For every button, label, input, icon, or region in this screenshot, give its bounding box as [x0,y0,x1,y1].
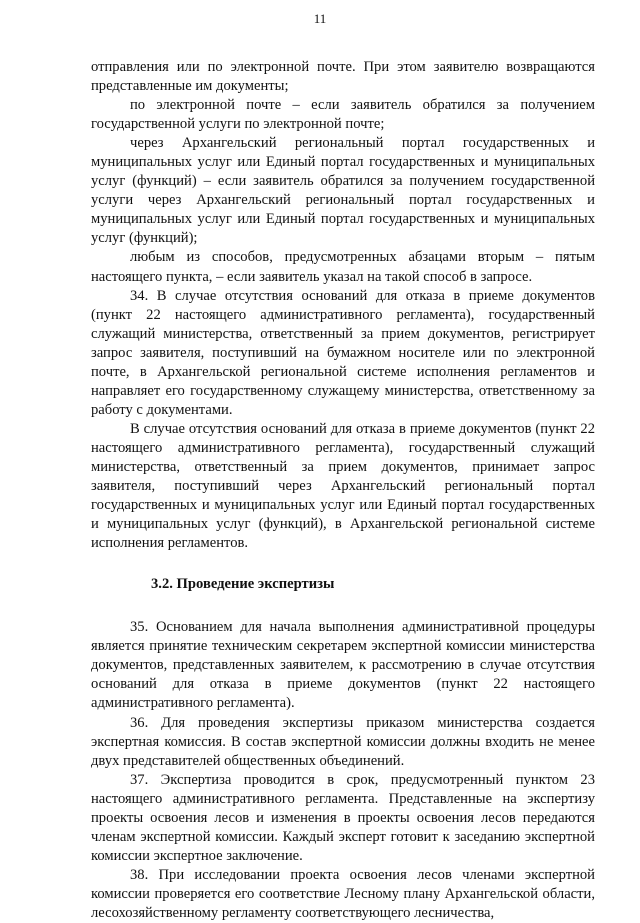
paragraph-any-option: любым из способов, предусмотренных абзацами вторым – пятым настоящего пункта, – если заявитель указал на такой способ в запросе. [91,249,595,285]
paragraph-36: 36. Для проведения экспертизы приказом министерства создается экспертная комиссия. В состав экспертной комиссии должны входить не менее двух представителей общественных объединений. [91,714,595,769]
paragraph-37: 37. Экспертиза проводится в срок, предусмотренный пунктом 23 настоящего административного регламента. Представленные на экспертизу проекты освоения лесов и изменения в проекты освоения лесов передаются членам экспертной комиссии. Каждый эксперт готовит к заседанию экспертной комиссии экспертное заключение. [91,771,595,864]
paragraph-portal-option: через Архангельский региональный портал государственных и муниципальных услуг или Единый портал государственных и муниципальных услуг (функций) – если заявитель обратился за получением государственной услуги через Архангельский региональный портал государственных и муниципальных услуг или Единый портал государственных и муниципальных услуг (функций); [91,135,595,247]
paragraph-34-portal: В случае отсутствия оснований для отказа в приеме документов (пункт 22 настоящего административного регламента), государственный служащий министерства, ответственный за прием документов, принимает запрос заявителя, поступивший через Архангельский региональный портал государственных и муниципальных услуг или Единый портал государственных и муниципальных услуг (функций), в Архангельской региональной системе исполнения регламентов. [91,420,595,552]
page-number: 11 [313,11,327,26]
paragraph-continuation: отправления или по электронной почте. При этом заявителю возвращаются представленные им документы; [91,59,595,95]
paragraph-38: 38. При исследовании проекта освоения лесов членами экспертной комиссии проверяется его соответствие Лесному плану Архангельской области, лесохозяйственному регламенту соответствующего лесничества, [91,866,595,921]
section-heading: 3.2. Проведение экспертизы [151,576,335,593]
document-body [91,58,595,923]
paragraph-email-option: по электронной почте – если заявитель обратился за получением государственной услуги по электронной почте; [91,97,595,133]
paragraph-35: 35. Основанием для начала выполнения административной процедуры является принятие техническим секретарем экспертной комиссии министерства документов, представленных заявителем, к рассмотрению в случае отсутствия оснований для отказа в приеме документов (пункт 22 настоящего административного регламента). [91,619,595,712]
paragraph-34: 34. В случае отсутствия оснований для отказа в приеме документов (пункт 22 настоящего административного регламента), государственный служащий министерства, ответственный за прием документов, регистрирует запрос заявителя, поступивший на бумажном носителе или по электронной почте, в Архангельской региональной системе исполнения регламентов и направляет его государственному служащему министерства, ответственному за работу с документами. [91,287,595,418]
